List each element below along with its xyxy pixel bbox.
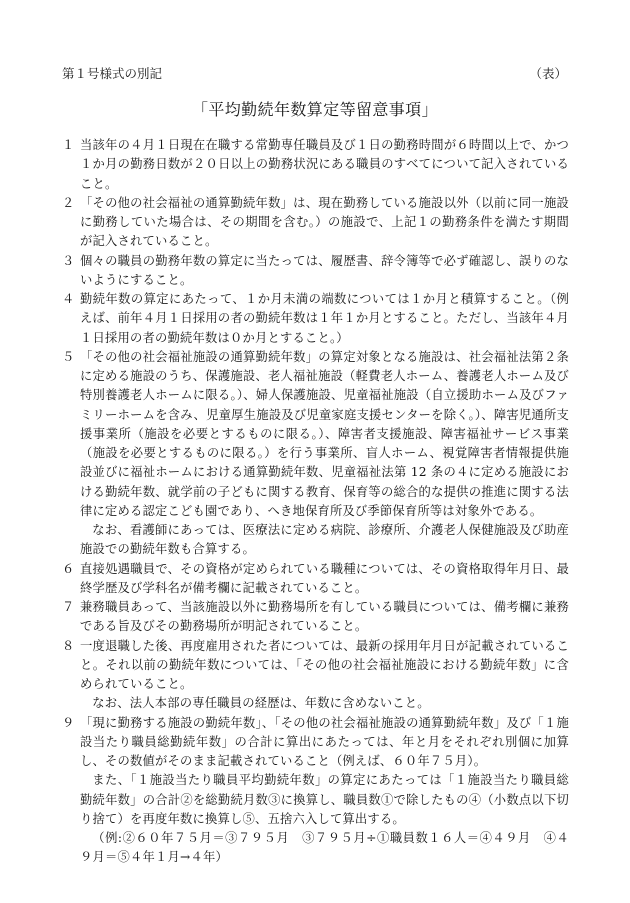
document-body [62,136,569,868]
list-item [62,136,569,194]
list-item [62,598,569,637]
list-item [62,290,569,348]
list-item [62,194,569,252]
item-text: 勤続年数の算定にあたって、１か月未満の端数については１か月と積算すること。（例えば、前年４月１日採用の者の勤続年数は１年１か月とすること。ただし、当該年４月１日採用の者の勤続年数は０か月とすること。） [80,292,569,345]
item-text: 直接処遇職員で、その資格が定められている職種については、その資格取得年月日、最終学歴及び学科名が備考欄に記載されていること。 [80,561,569,595]
item-note: なお、法人本部の専任職員の経歴は、年数に含めないこと。 [92,696,430,711]
item-number: ５ [62,349,75,364]
item-number: １ [62,138,75,152]
item-text: 「現に勤務する施設の勤続年数」、「その他の社会福祉施設の通算勤続年数」及び「１施設当たり職員総勤続年数」の合計に算出にあたっては、年と月をそれぞれ別個に加算し、その数値がそのまま記載されていること（例えば、６０年７５月）。 [80,715,569,768]
item-text: 当該年の４月１日現在在職する常勤専任職員及び１日の勤務時間が６時間以上で、かつ１か月の勤務日数が２０日以上の勤務状況にある職員のすべてについて記入されていること。 [80,138,569,191]
item-text: 一度退職した後、再度雇用された者については、最新の採用年月日が記載されていること。それ以前の勤続年数については、「その他の社会福祉施設における勤続年数」に含められていること。 [80,638,569,691]
list-item [62,252,569,291]
document-title: 「平均勤続年数算定等留意事項」 [191,100,438,119]
item-text: 「その他の社会福祉施設の通算勤続年数」の算定対象となる施設は、社会福祉法第２条に定める施設のうち、保護施設、老人福祉施設（軽費老人ホーム、養護老人ホーム及び特別養護老人ホームに限る。）、婦人保護施設、児童福祉施設（自立援助ホーム及びファミリーホームを含み、児童厚生施設及び児童家庭支援センターを除く。）、障害児通所支援事業所（施設を必要とするものに限る。）、障害者支援施設、障害福祉サービス事業（施設を必要とするものに限る。）を行う事業所、盲人ホーム、視覚障害者情報提供施設並びに福祉ホームにおける通算勤続年数、児童福祉法第 12 条の４に定める施設における勤続年数、就学前の子どもに関する教育、保育等の総合的な提供の推進に関する法律に定める認定こども園であり、へき地保育所及び季節保育所等は対象外である。 [80,349,569,518]
item-note: また、「１施設当たり職員平均勤続年数」の算定にあたっては「１施設当たり職員総勤続年数」の合計②を総勤続月数③に換算し、職員数①で除したもの④（小数点以下切り捨て）を再度年数に換算し⑤、五捨六入して算出する。 [80,773,569,826]
form-number-label: 第１号様式の別記 [62,66,163,81]
item-example: （例:②６０年７５月＝③７９５月 ③７９５月÷①職員数１６人＝④４９月 ④４９月＝⑤４年１月→４年） [80,831,569,865]
item-number: ８ [62,638,75,653]
item-number: ２ [62,195,75,210]
item-text: 個々の職員の勤務年数の算定に当たっては、履歴書、辞令簿等で必ず確認し、誤りのないようにすること。 [80,253,569,287]
item-number: ７ [62,600,75,614]
side-label: （表） [529,66,567,81]
list-item [62,348,569,560]
item-text: 「その他の社会福祉の通算勤続年数」は、現在勤務している施設以外（以前に同一施設に勤務していた場合は、その期間を含む。）の施設で、上記１の勤務条件を満たす期間が記入されていること。 [80,195,569,249]
list-item [62,560,569,599]
item-number: ４ [62,292,75,306]
item-number: ６ [62,561,75,576]
list-item [62,637,569,714]
item-note: なお、看護師にあっては、医療法に定める病院、診療所、介護老人保健施設及び助産施設での勤続年数も合算する。 [80,523,569,557]
item-number: ９ [62,715,75,730]
item-number: ３ [62,253,75,268]
list-item [62,714,569,868]
item-text: 兼務職員あって、当該施設以外に勤務場所を有している職員については、備考欄に兼務である旨及びその勤務場所が明記されていること。 [80,600,569,634]
